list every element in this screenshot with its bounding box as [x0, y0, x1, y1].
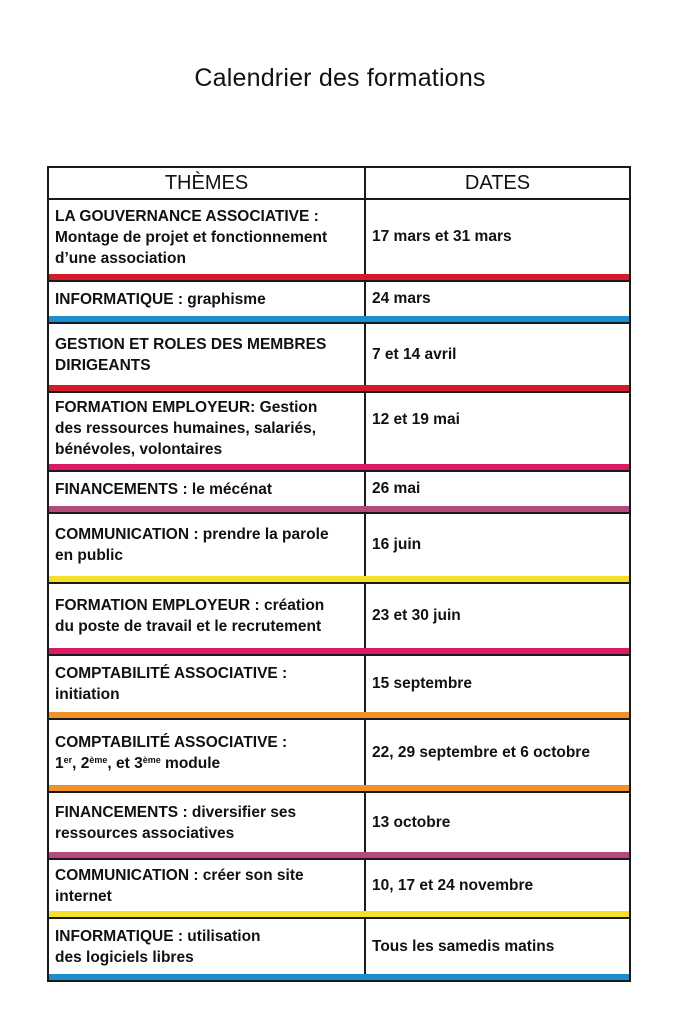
table-row	[49, 512, 629, 582]
date-text: 13 octobre	[372, 813, 451, 831]
table-row	[49, 858, 629, 917]
theme-line: en public	[55, 547, 124, 564]
date-cell	[366, 793, 629, 858]
table-header-row	[49, 168, 629, 198]
date-text: 15 septembre	[372, 675, 472, 692]
date-cell	[366, 656, 629, 718]
theme-line: INFORMATIQUE : graphisme	[55, 290, 266, 308]
date-cell	[366, 514, 629, 582]
date-cell	[366, 200, 629, 280]
module-suffix: er	[63, 754, 73, 765]
module-number: 1	[55, 754, 64, 772]
module-suffix: ème	[142, 754, 161, 765]
theme-text	[55, 732, 287, 780]
theme-line: FORMATION EMPLOYEUR: Gestion	[55, 399, 318, 416]
theme-text	[55, 479, 272, 506]
table-row	[49, 718, 629, 791]
theme-line: COMPTABILITÉ ASSOCIATIVE :	[55, 733, 288, 751]
date-cell	[366, 324, 629, 391]
date-cell	[366, 584, 629, 654]
theme-text	[55, 663, 287, 711]
theme-cell	[49, 919, 366, 980]
table-row	[49, 470, 629, 512]
module-separator: ,	[72, 754, 81, 772]
theme-line: des ressources humaines, salariés,	[55, 420, 317, 437]
date-cell	[366, 393, 629, 470]
table-row	[49, 917, 629, 980]
theme-line: du poste de travail et le recrutement	[55, 618, 322, 635]
theme-line: internet	[55, 887, 112, 905]
table-row	[49, 654, 629, 718]
schedule-table	[47, 166, 631, 982]
module-separator: , et	[107, 754, 135, 772]
table-row	[49, 582, 629, 654]
theme-line: COMMUNICATION : créer son site	[55, 866, 304, 884]
theme-line: INFORMATIQUE : utilisation	[55, 927, 261, 945]
theme-line: LA GOUVERNANCE ASSOCIATIVE :	[55, 207, 319, 225]
theme-line: initiation	[55, 686, 120, 703]
date-cell	[366, 720, 629, 791]
theme-text	[55, 926, 261, 974]
theme-line: bénévoles, volontaires	[55, 441, 223, 458]
theme-line: GESTION ET ROLES DES MEMBRES	[55, 335, 327, 353]
theme-text	[55, 865, 304, 913]
date-text: 17 mars et 31 mars	[372, 228, 512, 245]
theme-cell	[49, 656, 366, 718]
date-text: 22, 29 septembre et 6 octobre	[372, 743, 590, 761]
theme-text	[55, 802, 296, 850]
theme-cell	[49, 324, 366, 391]
theme-line: FORMATION EMPLOYEUR : création	[55, 597, 325, 614]
page-title: Calendrier des formations	[194, 64, 486, 92]
table-row	[49, 322, 629, 391]
theme-cell	[49, 393, 366, 470]
theme-line: d’une association	[55, 249, 186, 267]
date-text: 12 et 19 mai	[372, 411, 460, 428]
theme-line: DIRIGEANTS	[55, 356, 151, 374]
module-suffix: ème	[89, 754, 108, 765]
date-text: 10, 17 et 24 novembre	[372, 876, 534, 894]
date-text: 23 et 30 juin	[372, 607, 461, 624]
header-themes: THÈMES	[49, 168, 366, 198]
theme-text	[55, 206, 327, 275]
theme-text	[55, 595, 324, 643]
color-bar	[49, 974, 629, 980]
header-dates: DATES	[464, 171, 531, 194]
theme-cell	[49, 584, 366, 654]
theme-cell	[49, 514, 366, 582]
date-text: 26 mai	[372, 480, 421, 497]
date-text: 16 juin	[372, 536, 422, 553]
theme-line	[55, 753, 287, 774]
theme-text	[55, 397, 317, 466]
theme-text	[55, 334, 326, 382]
theme-line: FINANCEMENTS : diversifier ses	[55, 803, 297, 821]
date-cell	[366, 860, 629, 917]
module-number: 3	[134, 754, 143, 772]
table-row	[49, 280, 629, 322]
theme-line: ressources associatives	[55, 824, 235, 842]
theme-cell	[49, 860, 366, 917]
theme-text	[55, 289, 266, 316]
date-text: 7 et 14 avril	[372, 345, 457, 363]
module-tail: module	[160, 754, 221, 772]
theme-line: COMMUNICATION : prendre la parole	[55, 526, 329, 543]
theme-line: FINANCEMENTS : le mécénat	[55, 480, 273, 498]
date-text: Tous les samedis matins	[372, 937, 555, 955]
table-row	[49, 791, 629, 858]
table-row	[49, 391, 629, 470]
theme-line: des logiciels libres	[55, 948, 194, 966]
theme-text	[55, 524, 329, 572]
theme-cell	[49, 793, 366, 858]
date-text: 24 mars	[372, 290, 431, 307]
module-number: 2	[80, 754, 90, 772]
theme-line: Montage de projet et fonctionnement	[55, 228, 328, 246]
table-row	[49, 198, 629, 280]
date-cell	[366, 919, 629, 980]
theme-cell	[49, 200, 366, 280]
theme-line: COMPTABILITÉ ASSOCIATIVE :	[55, 665, 288, 682]
theme-cell	[49, 720, 366, 791]
